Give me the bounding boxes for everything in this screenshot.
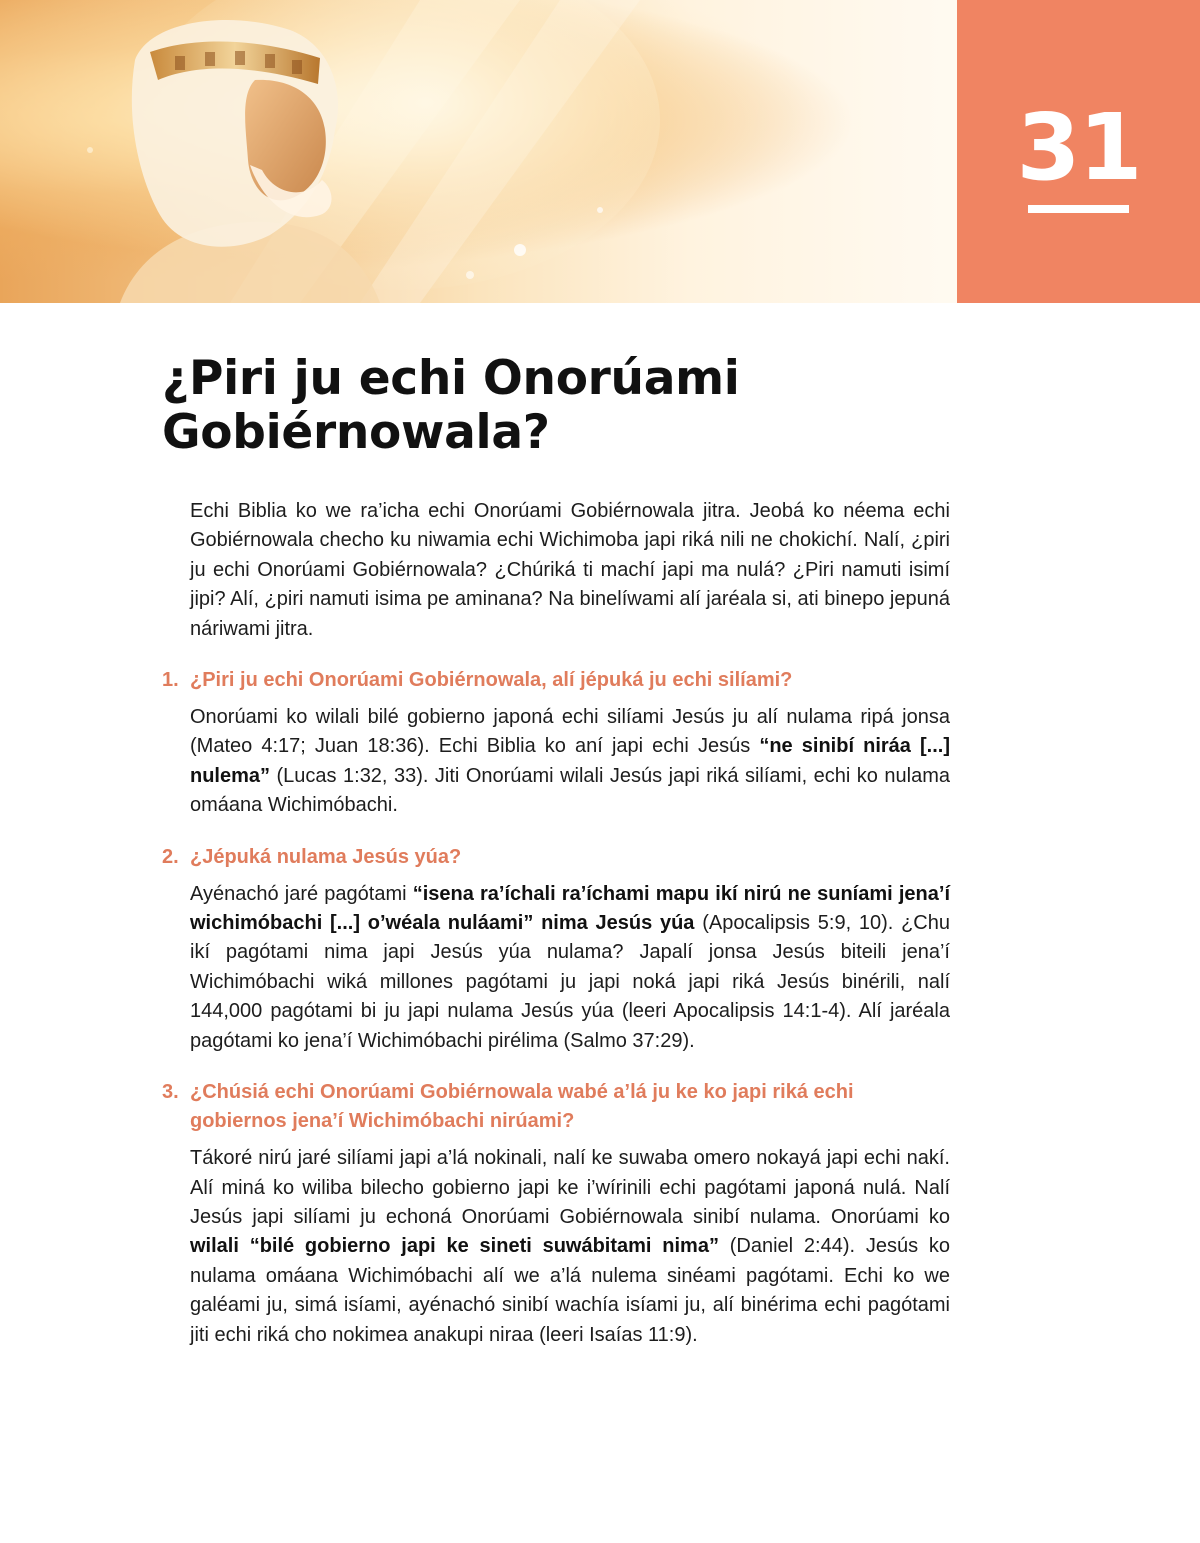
answer-text: (Apocalipsis 5:9, 10). ¿Chu ikí pagótami nima japi Jesús yúa nulama? Japalí jonsa Jesús biteili jena’í Wichimóbachi wiká millones pagótami ju japi noká japi riká Jesús binérili, nalí 144,000 pagótami bi ju japi nulama Jesús yúa (leeri Apocalipsis 14:1-4). Alí jaréala pagótami ko jena’í Wichimóbachi pirélima (Salmo 37:29).: [190, 912, 950, 1052]
answer-text: Ayénachó jaré pagótami: [190, 882, 413, 905]
answer-bold-quote: wilali “bilé gobierno japi ke sineti suwábitami nima”: [190, 1235, 719, 1258]
answer-text: (Lucas 1:32, 33). Jiti Onorúami wilali Jesús japi riká silíami, echi ko nulama omáana Wichimóbachi.: [190, 764, 950, 817]
king-illustration: [0, 0, 957, 303]
answer-3: [190, 1144, 950, 1350]
title-line-2: Gobiérnowala?: [162, 405, 550, 460]
answer-bold-quote: “ne sinibí niráa [...] nulema”: [190, 735, 950, 787]
title-line-1: ¿Piri ju echi Onorúami: [162, 351, 740, 406]
intro-paragraph: Echi Biblia ko we ra’icha echi Onorúami Gobiérnowala jitra. Jeobá ko néema echi Gobiérnowala checho ku niwamia echi Wichimoba japi riká nili ne chokichí. Nalí, ¿piri ju echi Onorúami Gobiérnowala? ¿Chúriká ti machí japi ma nulá? ¿Piri namuti isimí jipi? Alí, ¿piri namuti isima pe aminana? Na binelíwami alí jaréala si, ati binepo jepuná náriwami jitra.: [190, 500, 950, 640]
question-2: [162, 843, 950, 872]
answer-1: [190, 703, 950, 821]
answer-2: [190, 880, 950, 1056]
answer-text: Tákoré nirú jaré silíami japi a’lá nokinali, nalí ke suwaba omero nokayá japi echi nakí. Alí miná ko wiliba bilecho gobierno japi ke i’wírinili echi pagótami japoná nulá. Nalí Jesús japi silíami ju echoná Onorúami Gobiérnowala sinibí nulama. Onorúami ko: [190, 1147, 950, 1228]
page-title: [162, 352, 922, 460]
answer-bold-quote: “isena ra’íchali ra’íchami mapu ikí nirú ne suníami jena’í wichimóbachi [...] o’wéala nuláami” nima Jesús yúa: [190, 882, 950, 935]
question-3: [162, 1078, 950, 1136]
question-number: 3.: [162, 1081, 179, 1104]
header-illustration: [0, 0, 957, 303]
lesson-number-underline: [1028, 205, 1129, 213]
question-number: 2.: [162, 845, 179, 868]
question-text: ¿Jépuká nulama Jesús yúa?: [190, 845, 462, 868]
answer-text: (Daniel 2:44). Jesús ko nulama omáana Wichimóbachi alí we a’lá nulema sinéami pagótami. Echi ko we galéami ju, simá isíami, ayénachó sinibí wachía isíami ju, alí binérima echi pagótami jiti echi riká cho nokimea anakupi niraa (leeri Isaías 11:9).: [190, 1235, 950, 1346]
question-1: [162, 666, 950, 695]
question-text: ¿Piri ju echi Onorúami Gobiérnowala, alí jépuká ju echi silíami?: [190, 669, 793, 692]
lesson-body: [162, 497, 950, 1350]
answer-text: Onorúami ko wilali bilé gobierno japoná echi silíami Jesús ju alí nulama ripá jonsa (Mateo 4:17; Juan 18:36). Echi Biblia ko aní japi echi Jesús: [190, 706, 950, 758]
question-number: 1.: [162, 669, 179, 692]
question-text: ¿Chúsiá echi Onorúami Gobiérnowala wabé a’lá ju ke ko japi riká echi gobiernos jena’í Wichimóbachi nirúami?: [190, 1081, 854, 1133]
lesson-number-block: [957, 0, 1200, 303]
lesson-number: 31: [1016, 94, 1141, 201]
